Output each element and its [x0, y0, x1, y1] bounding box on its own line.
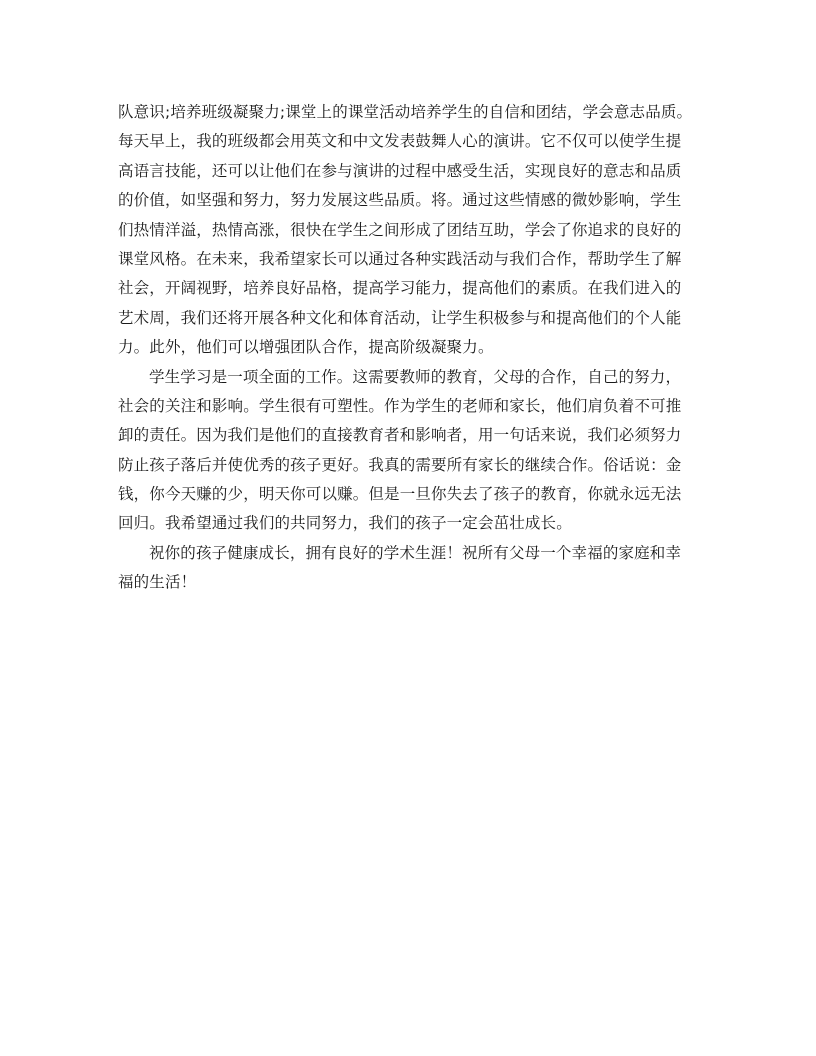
text-line: 们热情洋溢，热情高涨，很快在学生之间形成了团结互助，学会了你追求的良好的: [118, 220, 682, 239]
text-line: 艺术周，我们还将开展各种文化和体育活动，让学生积极参与和提高他们的个人能: [118, 308, 682, 327]
text-line: 每天早上，我的班级都会用英文和中文发表鼓舞人心的演讲。它不仅可以使学生提: [118, 132, 682, 151]
text-line: 高语言技能，还可以让他们在参与演讲的过程中感受生活，实现良好的意志和品质: [118, 161, 682, 180]
text-line: 钱，你今天赚的少，明天你可以赚。但是一旦你失去了孩子的教育，你就永远无法: [118, 485, 682, 504]
paragraph-3: [118, 539, 702, 598]
document-body: [118, 98, 702, 598]
text-line: 卸的责任。因为我们是他们的直接教育者和影响者，用一句话来说，我们必须努力: [118, 426, 682, 445]
text-line: 防止孩子落后并使优秀的孩子更好。我真的需要所有家长的继续合作。俗话说：金: [118, 455, 682, 474]
text-line: 祝你的孩子健康成长，拥有良好的学术生涯！祝所有父母一个幸福的家庭和幸: [149, 543, 682, 562]
text-line: 力。此外，他们可以增强团队合作，提高阶级凝聚力。: [118, 338, 494, 357]
paragraph-2: [118, 363, 702, 539]
text-line: 课堂风格。在未来，我希望家长可以通过各种实践活动与我们合作，帮助学生了解: [118, 249, 682, 268]
text-line: 社会的关注和影响。学生很有可塑性。作为学生的老师和家长，他们肩负着不可推: [118, 396, 682, 415]
text-line: 福的生活！: [118, 573, 197, 592]
paragraph-1: [118, 98, 702, 363]
text-line: 的价值，如坚强和努力，努力发展这些品质。将。通过这些情感的微妙影响，学生: [118, 191, 682, 210]
text-line: 社会，开阔视野，培养良好品格，提高学习能力，提高他们的素质。在我们进入的: [118, 279, 682, 298]
text-line: 回归。我希望通过我们的共同努力，我们的孩子一定会茁壮成长。: [118, 514, 572, 533]
text-line: 队意识;培养班级凝聚力;课堂上的课堂活动培养学生的自信和团结，学会意志品质。: [118, 103, 693, 121]
text-line: 学生学习是一项全面的工作。这需要教师的教育，父母的合作，自己的努力，: [149, 367, 682, 386]
